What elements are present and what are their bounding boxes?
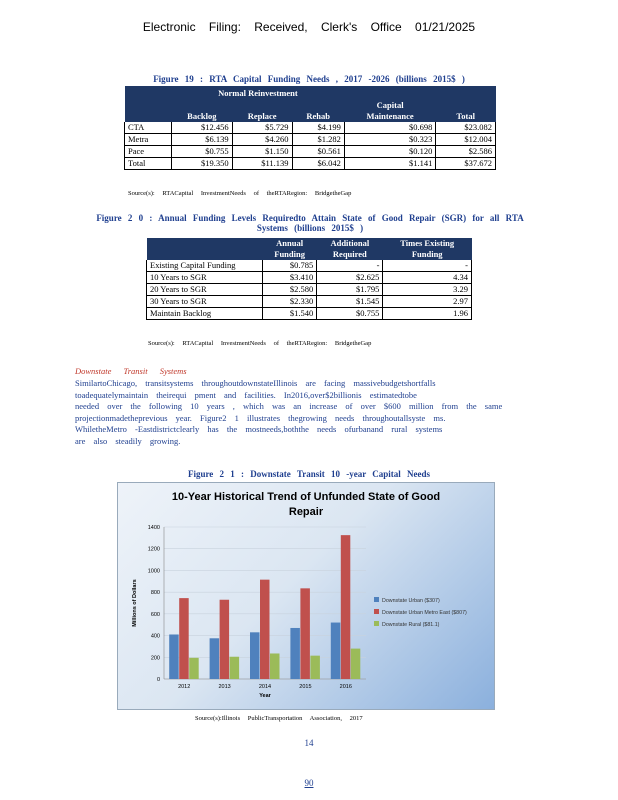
row-label: 20 Years to SGR <box>147 284 263 296</box>
table-row <box>147 272 472 284</box>
downstate-heading: Downstate Transit Systems <box>75 366 187 376</box>
table-cell: $4.199 <box>292 122 344 134</box>
table-cell: $4.260 <box>232 134 292 146</box>
row-label: Pace <box>125 146 172 158</box>
bar-downstate-2015 <box>310 656 320 679</box>
col-header: Maintenance <box>344 111 436 122</box>
bar-downstate-2016 <box>341 535 351 679</box>
figure-20-caption <box>75 213 545 233</box>
rta-capital-needs-table <box>124 86 496 170</box>
bar-downstate-2013 <box>220 600 230 679</box>
y-tick-label: 800 <box>150 590 160 597</box>
table-row <box>147 308 472 320</box>
table-cell: $0.120 <box>344 146 436 158</box>
table-cell: $1.540 <box>263 308 317 320</box>
paragraph-line: WhiletheMetro -Eastdistrictclearly has the mostneeds,boththe needs ofurbanand rural systems <box>75 424 443 434</box>
row-label: 10 Years to SGR <box>147 272 263 284</box>
table-cell: $1.150 <box>232 146 292 158</box>
table-cell: $1.545 <box>317 296 383 308</box>
sgr-funding-table <box>146 238 472 320</box>
chart-title: 10-Year Historical Trend of Unfunded State of Good Repair <box>171 491 441 518</box>
legend-label: Downstate Rural ($81.1) <box>382 622 440 628</box>
y-tick-label: 0 <box>156 677 160 683</box>
table-cell: - <box>317 260 383 272</box>
bar-downstate-2012 <box>189 658 199 679</box>
col-header: Rehab <box>292 111 344 122</box>
row-label: 30 Years to SGR <box>147 296 263 308</box>
table-cell: $0.323 <box>344 134 436 146</box>
bar-downstate-2013 <box>210 638 220 679</box>
col-header: Replace <box>232 111 292 122</box>
row-label: CTA <box>125 122 172 134</box>
bar-downstate-2016 <box>351 649 361 679</box>
col-header: Required <box>317 249 383 260</box>
legend-swatch <box>374 621 379 626</box>
legend-swatch <box>374 597 379 602</box>
table-cell: $12.456 <box>171 122 232 134</box>
caption-line: Systems (billions 2015$ ) <box>256 223 364 233</box>
figure-19-caption: Figure 19 : RTA Capital Funding Needs , 2017 -2026 (billions 2015$ ) <box>153 74 465 84</box>
bar-downstate-2012 <box>169 634 179 679</box>
col-header: Annual <box>263 238 317 249</box>
table-row <box>125 134 496 146</box>
filing-header: Electronic Filing: Received, Clerk's Office 01/21/2025 <box>142 20 476 34</box>
bar-downstate-2013 <box>230 657 240 679</box>
table-cell: $1.282 <box>292 134 344 146</box>
legend-label: Downstate Urban ($307) <box>382 598 440 604</box>
table-cell: $3.410 <box>263 272 317 284</box>
paragraph-line: projectionmadetheprevious year. Figure2 1 illustrates thegrowing needs throughoutallsyste ms. <box>75 412 446 423</box>
y-tick-label: 200 <box>150 655 160 662</box>
paragraph-line: needed over the following 10 years , which was an increase of over $600 million from the same <box>75 401 503 411</box>
caption-line: Figure 2 0 : Annual Funding Levels Requiredto Attain State of Good Repair (SGR) for all RTA <box>96 213 524 223</box>
y-axis-label: Millions of Dollars <box>132 579 138 627</box>
table-cell: 1.96 <box>383 308 472 320</box>
col-header: Total <box>436 111 496 122</box>
page-number: 14 <box>304 738 314 748</box>
table-cell: $37.672 <box>436 158 496 170</box>
chart-svg <box>118 483 494 709</box>
col-header: Additional <box>317 238 383 249</box>
unfunded-sgr-chart <box>117 482 495 710</box>
y-tick-label: 1000 <box>147 568 160 575</box>
row-label: Existing Capital Funding <box>147 260 263 272</box>
bar-downstate-2016 <box>331 623 341 679</box>
row-label: Total <box>125 158 172 170</box>
paragraph-line: toadequatelymaintain theirequi pment and facilities. In2016,over$2billionis estimatedtobe <box>75 389 417 400</box>
x-tick-label: 2016 <box>339 684 352 690</box>
y-tick-label: 1400 <box>147 525 160 531</box>
legend-label: Downstate Urban Metro East ($807) <box>382 610 467 616</box>
y-tick-label: 400 <box>150 633 160 640</box>
figure-19-source: Source(s): RTACapital InvestmentNeeds of theRTARegion: BridgetheGap <box>128 190 352 197</box>
table-row <box>125 158 496 170</box>
row-label: Metra <box>125 134 172 146</box>
x-tick-label: 2015 <box>299 684 312 690</box>
table-cell: $1.795 <box>317 284 383 296</box>
y-tick-label: 1200 <box>147 546 160 553</box>
table-row <box>147 284 472 296</box>
table-cell: $2.580 <box>263 284 317 296</box>
table-cell: $0.561 <box>292 146 344 158</box>
table-cell: $0.755 <box>317 308 383 320</box>
table-row <box>125 146 496 158</box>
table-row <box>125 122 496 134</box>
table-cell: 3.29 <box>383 284 472 296</box>
table-cell: $12.004 <box>436 134 496 146</box>
figure-21-caption: Figure 2 1 : Downstate Transit 10 -year Capital Needs <box>187 469 431 479</box>
figure-20-source: Source(s): RTACapital InvestmentNeeds of theRTARegion: BridgetheGap <box>148 340 372 347</box>
footer-page-number: 90 <box>304 778 314 788</box>
bar-downstate-2014 <box>270 653 280 679</box>
table-cell: $19.350 <box>171 158 232 170</box>
bar-downstate-2012 <box>179 598 189 679</box>
table-cell: $6.139 <box>171 134 232 146</box>
table-cell: $0.698 <box>344 122 436 134</box>
col-capital: Capital <box>344 100 436 111</box>
figure-21-source: Source(s):Illinois PublicTransportation Association, 2017 <box>195 715 363 722</box>
table-cell: $2.625 <box>317 272 383 284</box>
table-cell: $0.755 <box>171 146 232 158</box>
x-tick-label: 2012 <box>178 684 191 690</box>
col-header: Backlog <box>171 111 232 122</box>
bar-downstate-2015 <box>300 588 310 679</box>
bar-downstate-2014 <box>250 632 260 679</box>
y-tick-label: 600 <box>150 611 160 618</box>
table-cell: $6.042 <box>292 158 344 170</box>
downstate-paragraph <box>75 378 545 447</box>
table-cell: $11.139 <box>232 158 292 170</box>
col-header: Times Existing <box>383 238 472 249</box>
paragraph-line: are also steadily growing. <box>75 435 181 446</box>
table-cell: 4.34 <box>383 272 472 284</box>
table-cell: $23.082 <box>436 122 496 134</box>
table-cell: $0.785 <box>263 260 317 272</box>
row-label: Maintain Backlog <box>147 308 263 320</box>
col-header: Funding <box>263 249 317 260</box>
table-cell: $1.141 <box>344 158 436 170</box>
x-tick-label: 2013 <box>218 684 231 690</box>
bar-downstate-2014 <box>260 580 270 679</box>
legend-swatch <box>374 609 379 614</box>
table-cell: - <box>383 260 472 272</box>
x-axis-label: Year <box>259 693 271 699</box>
col-header: Funding <box>383 249 472 260</box>
table-row <box>147 296 472 308</box>
group-header: Normal Reinvestment <box>171 86 344 100</box>
paragraph-line: SimilartoChicago, transitsystems throughoutdownstateIllinois are facing massivebudgetshortfalls <box>75 378 436 388</box>
table-cell: $2.330 <box>263 296 317 308</box>
bar-downstate-2015 <box>290 628 300 679</box>
table-cell: $2.586 <box>436 146 496 158</box>
x-tick-label: 2014 <box>258 684 272 690</box>
table-cell: $5.729 <box>232 122 292 134</box>
table-cell: 2.97 <box>383 296 472 308</box>
table-row <box>147 260 472 272</box>
